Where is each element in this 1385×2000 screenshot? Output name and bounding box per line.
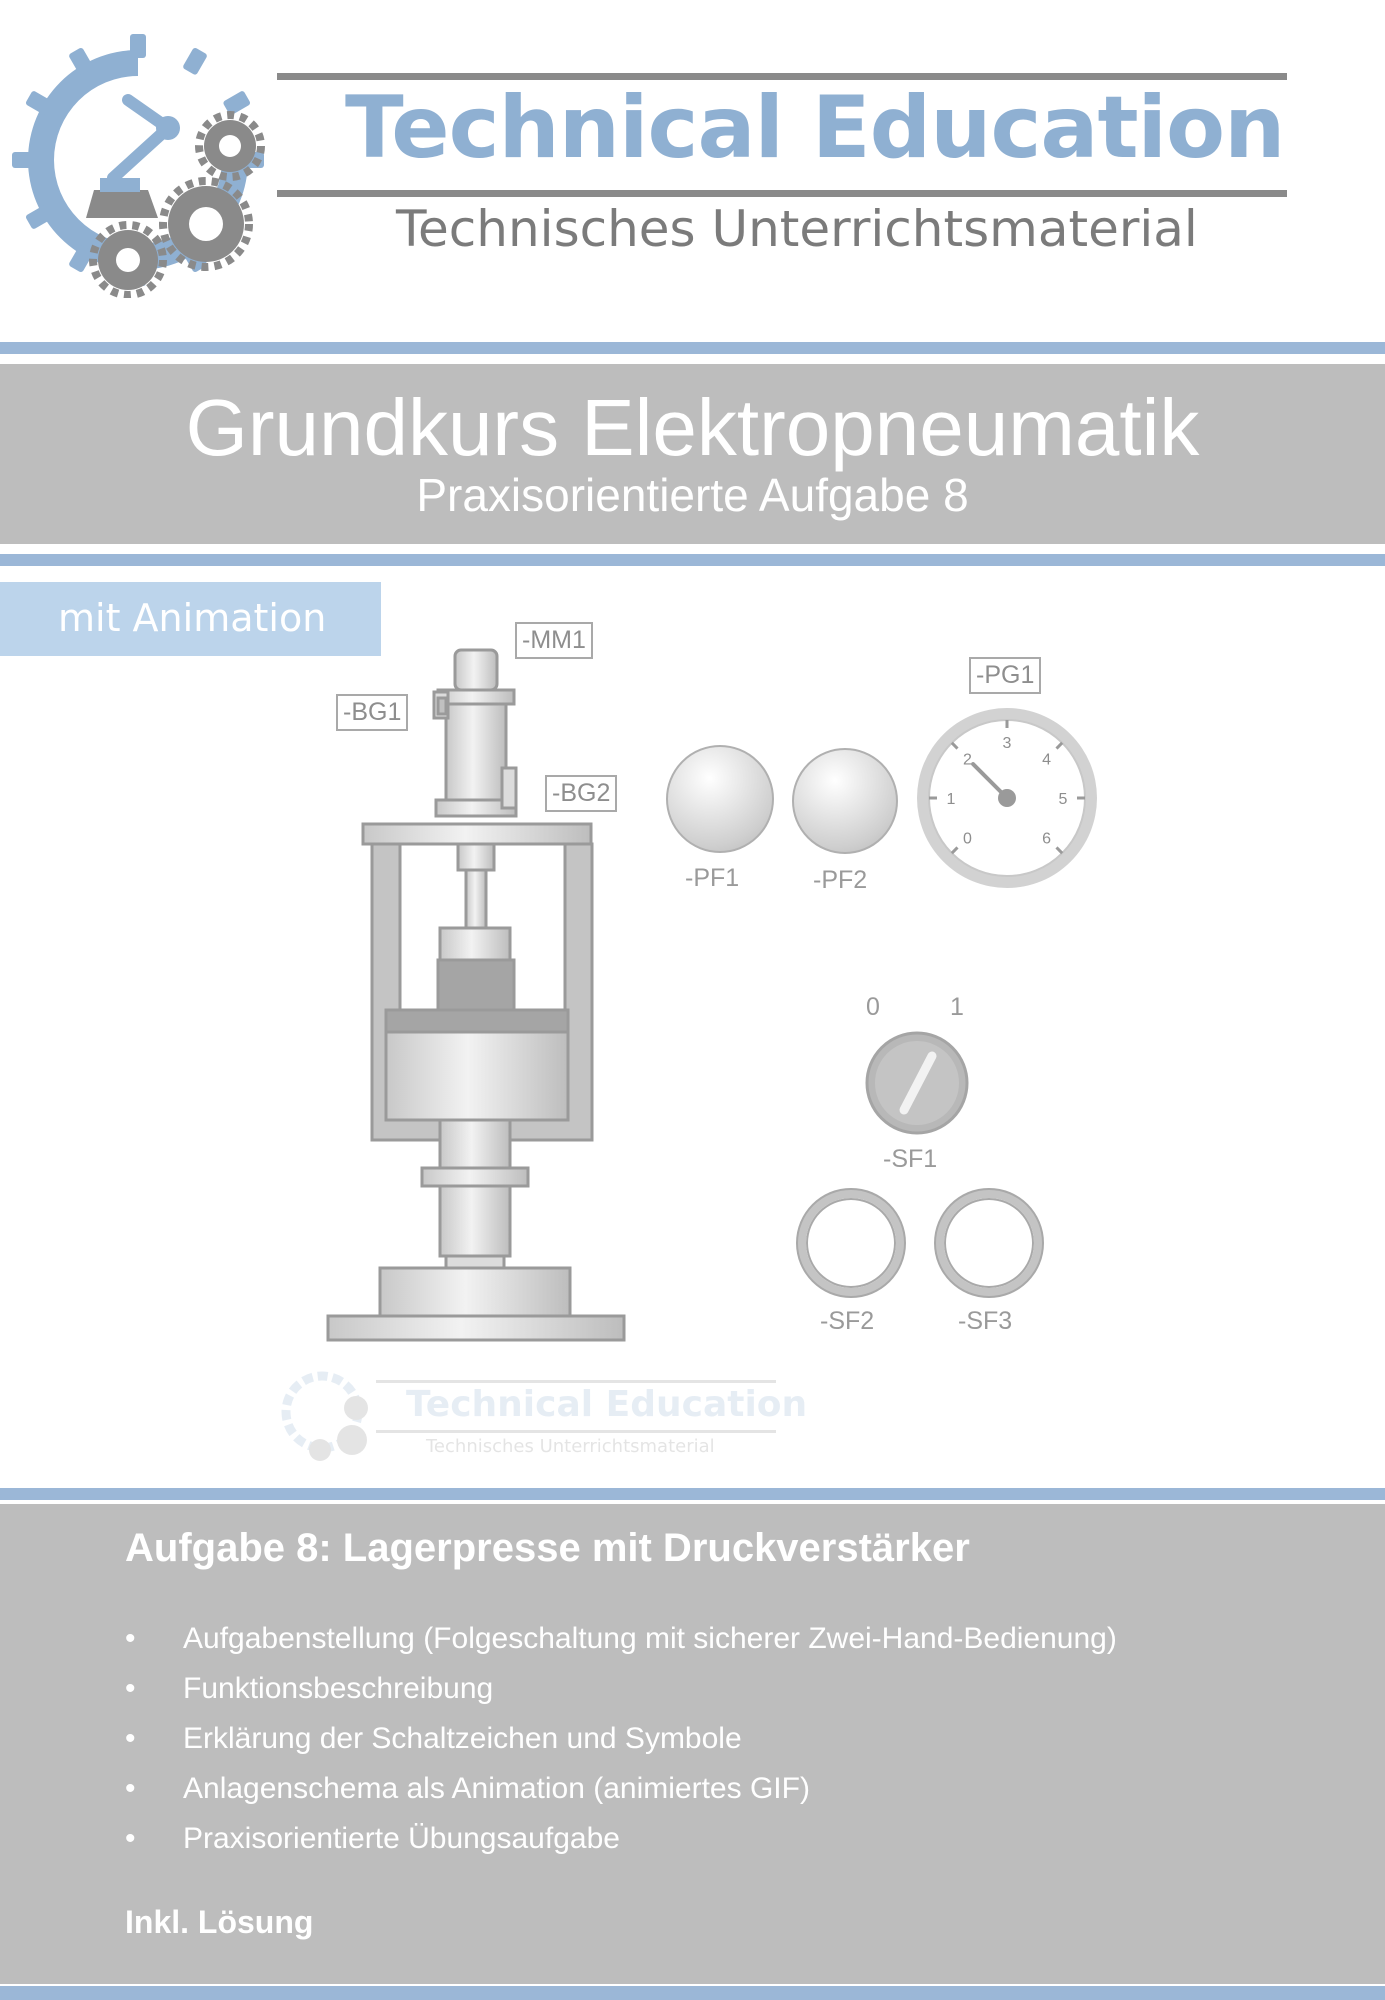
watermark-rule-bottom [376,1430,776,1433]
task-title: Aufgabe 8: Lagerpresse mit Druckverstärker [125,1526,970,1570]
press-illustration [310,640,640,1350]
gauge-tick-label: 2 [962,751,972,769]
brand-logo-icon [8,28,278,298]
top-accent-band [0,342,1385,354]
bullet-dot: • [125,1622,136,1655]
pressure-gauge [912,703,1102,893]
label-pf2: -PF2 [813,866,868,894]
list-item [125,1822,1117,1872]
list-item-text: Erklärung der Schaltzeichen und Symbole [183,1722,742,1755]
selector-position-0: 0 [866,993,880,1021]
selector-position-1: 1 [950,993,964,1021]
label-sf1: -SF1 [883,1145,938,1173]
selector-switch-sf1 [864,1030,970,1136]
list-item [125,1722,1117,1772]
watermark-subtitle: Technisches Unterrichtsmaterial [426,1436,715,1457]
push-button-sf2 [798,1190,904,1296]
bottom-accent-band-top [0,1488,1385,1500]
solution-note: Inkl. Lösung [125,1904,314,1940]
list-item-text: Praxisorientierte Übungsaufgabe [183,1822,620,1855]
push-button-sf3 [936,1190,1042,1296]
brand-subtitle: Technisches Unterrichtsmaterial [396,200,1198,258]
course-title: Grundkurs Elektropneumatik [185,383,1200,472]
list-item [125,1622,1117,1672]
list-item-text: Funktionsbeschreibung [183,1672,494,1705]
brand-title: Technical Education [345,78,1285,178]
label-pg1: -PG1 [969,657,1041,694]
bullet-dot: • [125,1822,136,1855]
label-mm1: -MM1 [515,622,593,659]
list-item [125,1672,1117,1722]
animation-tag-label: mit Animation [58,596,327,640]
logo-bottom-rule [277,190,1287,197]
bullet-dot: • [125,1772,136,1805]
label-sf3: -SF3 [958,1307,1013,1335]
list-item-text: Anlagenschema als Animation (animiertes GIF) [183,1772,810,1805]
watermark-title: Technical Education [406,1384,808,1425]
gauge-tick-label: 3 [1002,735,1012,752]
gauge-tick-label: 6 [1042,830,1052,848]
list-item-text: Aufgabenstellung (Folgeschaltung mit sicherer Zwei-Hand-Bedienung) [183,1622,1117,1655]
list-item [125,1772,1117,1822]
indicator-lamp-pf2 [792,748,898,854]
title-accent-band [0,554,1385,566]
task-contents-list [125,1622,1117,1872]
bullet-dot: • [125,1672,136,1705]
gauge-tick-label: 0 [962,830,972,848]
gauge-tick-label: 4 [1042,751,1052,769]
indicator-lamp-pf1 [666,745,774,853]
bullet-dot: • [125,1722,136,1755]
bottom-accent-band [0,1986,1385,2000]
label-pf1: -PF1 [685,864,740,892]
label-bg1: -BG1 [336,694,408,731]
label-bg2: -BG2 [545,775,617,812]
watermark [276,1362,808,1472]
gauge-tick-label: 5 [1058,791,1068,808]
gauge-tick-label: 1 [946,791,956,808]
watermark-rule-top [376,1380,776,1383]
course-subtitle: Praxisorientierte Aufgabe 8 [416,469,969,521]
watermark-logo-icon [276,1364,376,1464]
label-sf2: -SF2 [820,1307,875,1335]
